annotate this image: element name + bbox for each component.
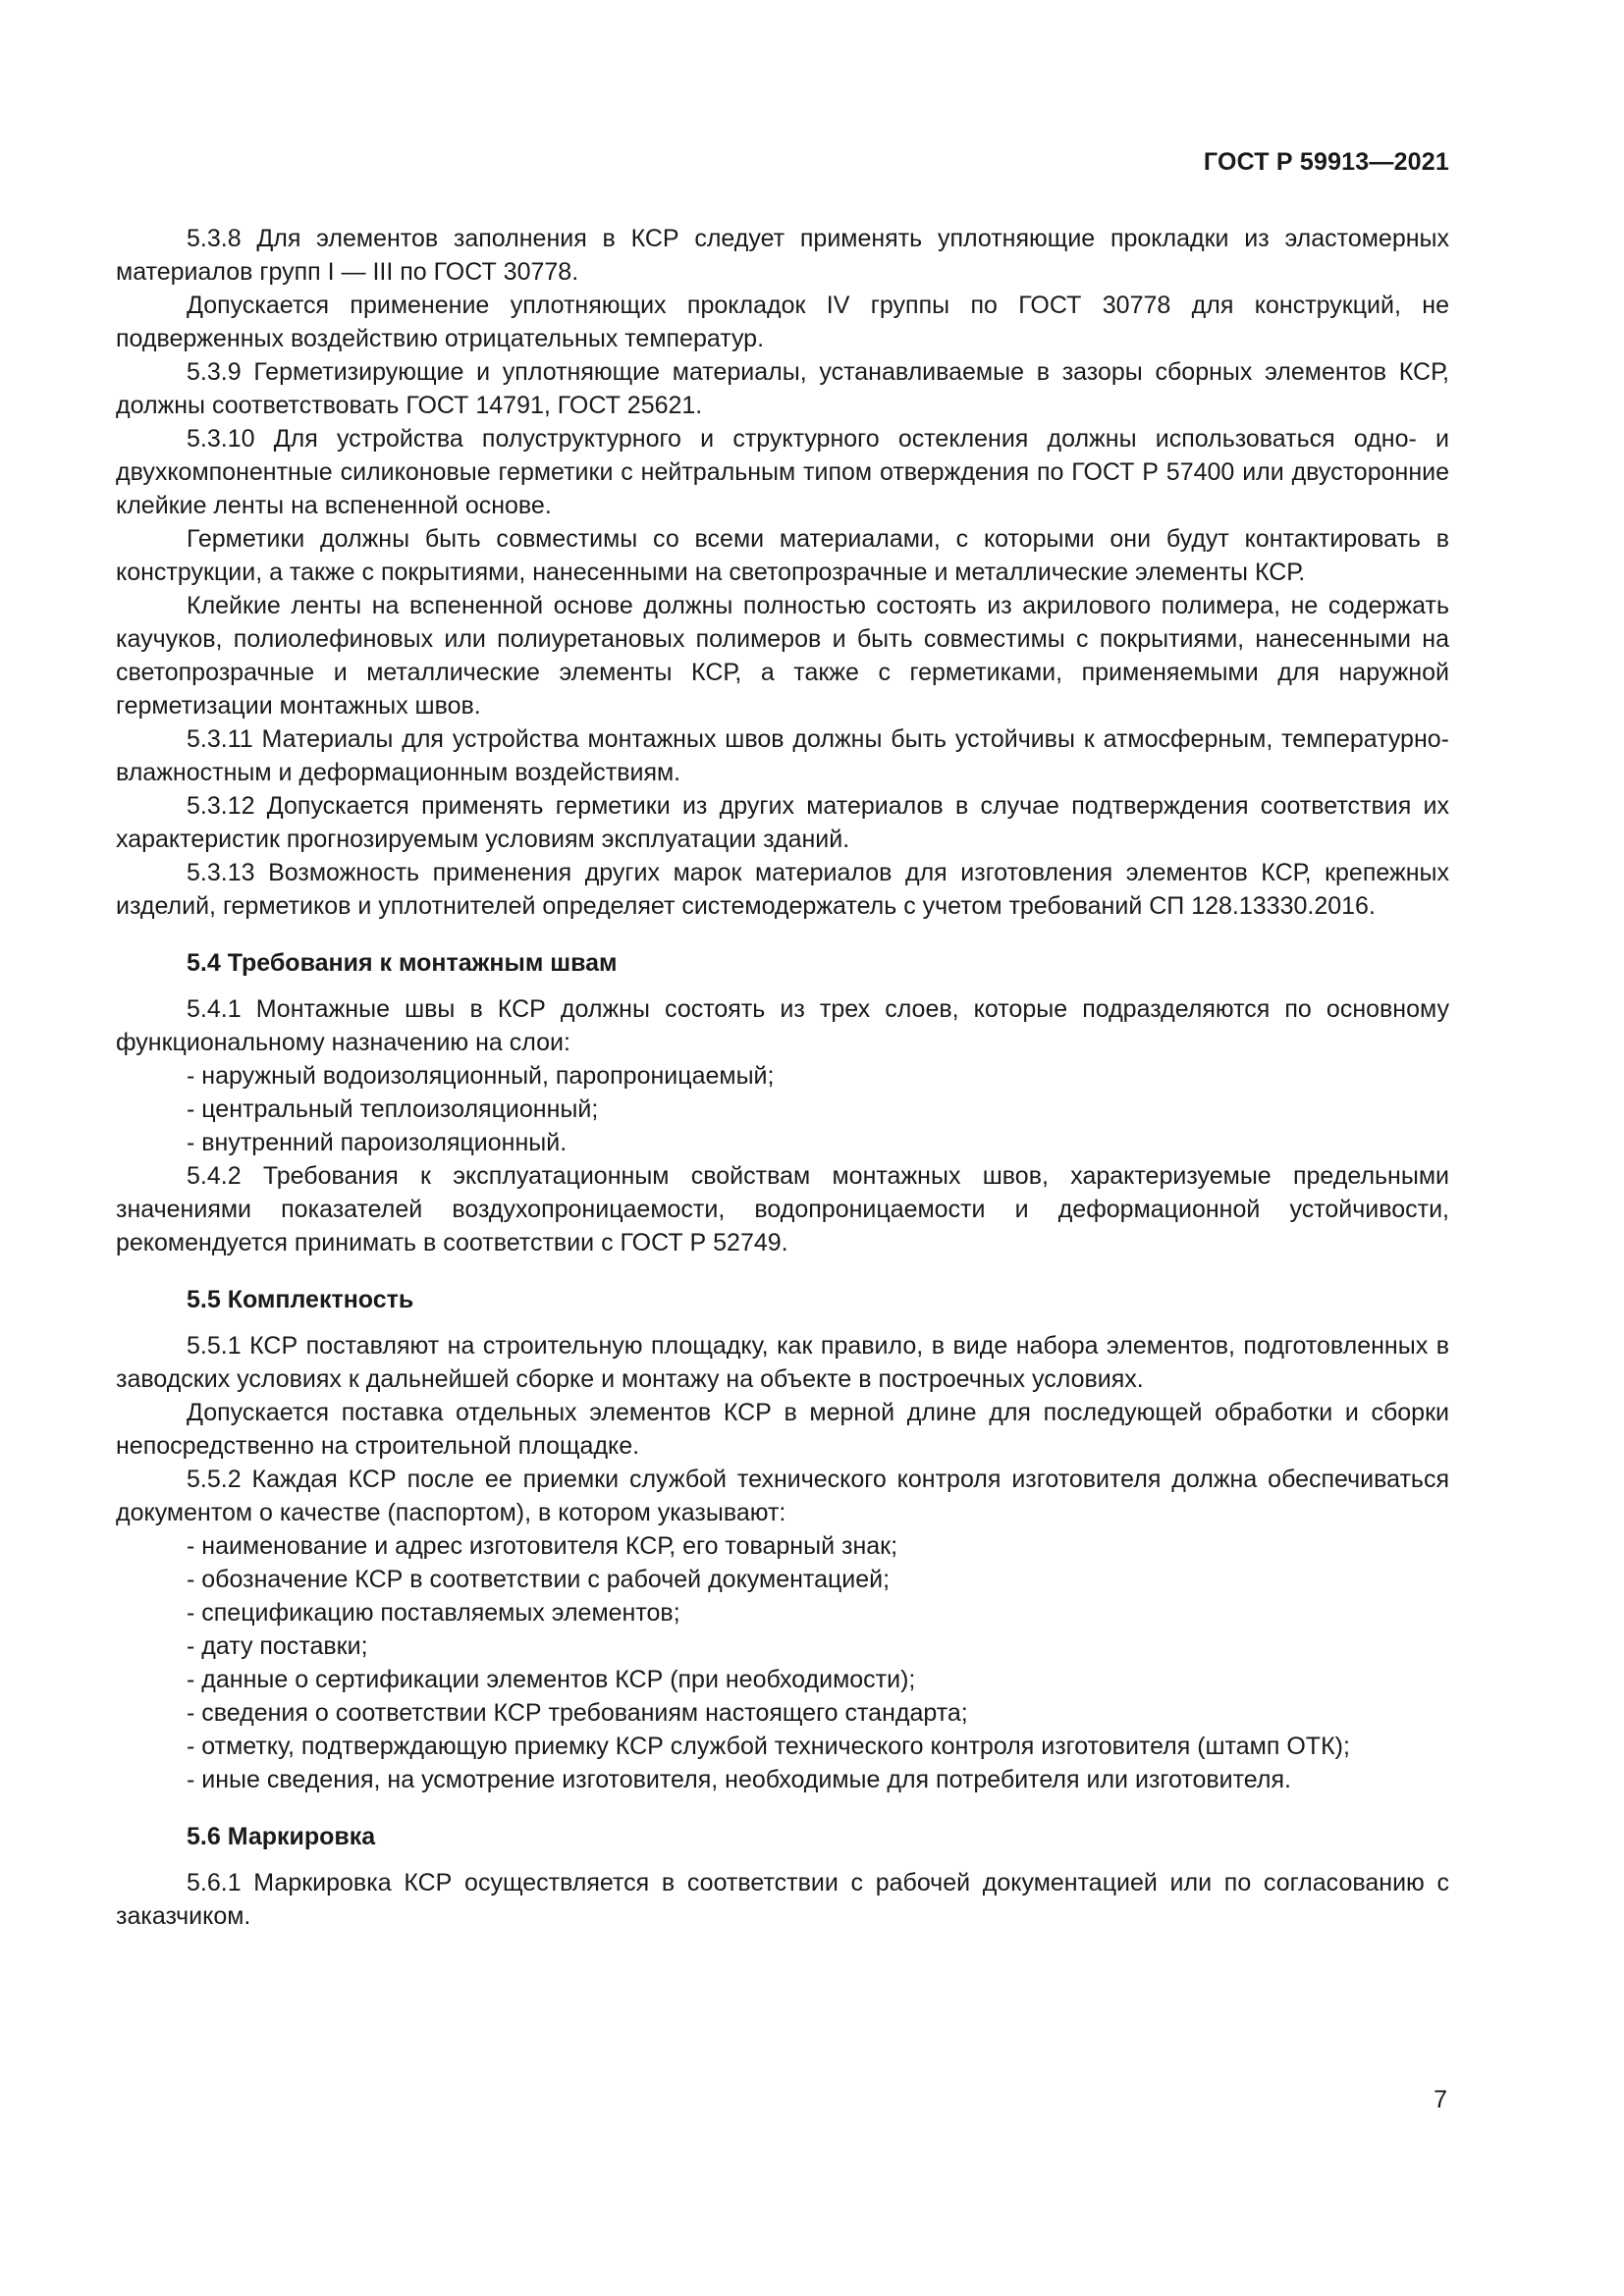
list-item: - наименование и адрес изготовителя КСР, его товарный знак; bbox=[187, 1532, 898, 1560]
list-item: - иные сведения, на усмотрение изготовителя, необходимые для потребителя или изготовителя. bbox=[187, 1766, 1291, 1793]
list-item: - дату поставки; bbox=[187, 1632, 368, 1660]
paragraph-5-3-10: 5.3.10 Для устройства полуструктурного и структурного остекления должны использоваться одно- и двухкомпонентные силиконовые герметики с нейтральным типом отверждения по ГОСТ Р 57400 или двусторонние клейкие ленты на вспененной основе. bbox=[116, 425, 1449, 519]
paragraph-5-3-13: 5.3.13 Возможность применения других марок материалов для изготовления элементов КСР, крепежных изделий, герметиков и уплотнителей определяет системодержатель с учетом требований СП 128.13330.2016. bbox=[116, 859, 1449, 920]
document-code: ГОСТ Р 59913—2021 bbox=[1203, 148, 1449, 176]
list-item: - центральный теплоизоляционный; bbox=[187, 1095, 599, 1123]
paragraph-5-3-9: 5.3.9 Герметизирующие и уплотняющие материалы, устанавливаемые в зазоры сборных элементов КСР, должны соответствовать ГОСТ 14791, ГОСТ 25621. bbox=[116, 358, 1449, 419]
paragraph-5-3-12: 5.3.12 Допускается применять герметики из других материалов в случае подтверждения соответствия их характеристик прогнозируемым условиям эксплуатации зданий. bbox=[116, 792, 1449, 853]
paragraph-5-5-2: 5.5.2 Каждая КСР после ее приемки службой технического контроля изготовителя должна обеспечиваться документом о качестве (паспортом), в котором указывают: bbox=[116, 1466, 1449, 1526]
paragraph: Герметики должны быть совместимы со всеми материалами, с которыми они будут контактировать в конструкции, а также с покрытиями, нанесенными на светопрозрачные и металлические элементы КСР. bbox=[116, 525, 1449, 586]
paragraph-5-3-8: 5.3.8 Для элементов заполнения в КСР следует применять уплотняющие прокладки из эластомерных материалов групп I — III по ГОСТ 30778. bbox=[116, 225, 1449, 286]
section-heading: 5.5 Комплектность bbox=[187, 1286, 414, 1313]
list-item: - обозначение КСР в соответствии с рабочей документацией; bbox=[187, 1566, 891, 1593]
list-item: - внутренний пароизоляционный. bbox=[187, 1129, 568, 1156]
section-5-5 bbox=[116, 1283, 1449, 1796]
document-body bbox=[116, 222, 1449, 1933]
list-item: - спецификацию поставляемых элементов; bbox=[187, 1599, 680, 1627]
section-heading: 5.4 Требования к монтажным швам bbox=[187, 949, 618, 977]
paragraph-5-3-11: 5.3.11 Материалы для устройства монтажных швов должны быть устойчивы к атмосферным, температурно-влажностным и деформационным воздействиям. bbox=[116, 725, 1449, 786]
section-5-4 bbox=[116, 946, 1449, 1259]
section-5-3-paragraphs bbox=[116, 222, 1449, 923]
paragraph: Клейкие ленты на вспененной основе должны полностью состоять из акрилового полимера, не содержать каучуков, полиолефиновых или полиуретановых полимеров и быть совместимы с покрытиями, нанесенными на светопрозрачные и металлические элементы КСР, а также с герметиками, применяемыми для наружной герметизации монтажных швов. bbox=[116, 592, 1449, 720]
paragraph-5-4-1: 5.4.1 Монтажные швы в КСР должны состоять из трех слоев, которые подразделяются по основному функциональному назначению на слои: bbox=[116, 995, 1449, 1056]
paragraph-5-4-2: 5.4.2 Требования к эксплуатационным свойствам монтажных швов, характеризуемые предельными значениями показателей воздухопроницаемости, водопроницаемости и деформационной устойчивости, рекомендуется принимать в соответствии с ГОСТ Р 52749. bbox=[116, 1162, 1449, 1256]
section-5-6 bbox=[116, 1820, 1449, 1933]
list-item: - данные о сертификации элементов КСР (при необходимости); bbox=[187, 1666, 916, 1693]
list-item: - сведения о соответствии КСР требованиям настоящего стандарта; bbox=[187, 1699, 968, 1727]
section-heading: 5.6 Маркировка bbox=[187, 1823, 376, 1850]
paragraph: Допускается применение уплотняющих прокладок IV группы по ГОСТ 30778 для конструкций, не подверженных воздействию отрицательных температур. bbox=[116, 292, 1449, 352]
list-item: - наружный водоизоляционный, паропроницаемый; bbox=[187, 1062, 775, 1090]
list-item: - отметку, подтверждающую приемку КСР службой технического контроля изготовителя (штамп ОТК); bbox=[187, 1733, 1350, 1760]
page-number: 7 bbox=[1434, 2086, 1447, 2113]
paragraph-5-6-1: 5.6.1 Маркировка КСР осуществляется в соответствии с рабочей документацией или по согласованию с заказчиком. bbox=[116, 1869, 1449, 1930]
paragraph-5-5-1: 5.5.1 КСР поставляют на строительную площадку, как правило, в виде набора элементов, подготовленных в заводских условиях к дальнейшей сборке и монтажу на объекте в построечных условиях. bbox=[116, 1332, 1449, 1393]
paragraph: Допускается поставка отдельных элементов КСР в мерной длине для последующей обработки и сборки непосредственно на строительной площадке. bbox=[116, 1399, 1449, 1460]
